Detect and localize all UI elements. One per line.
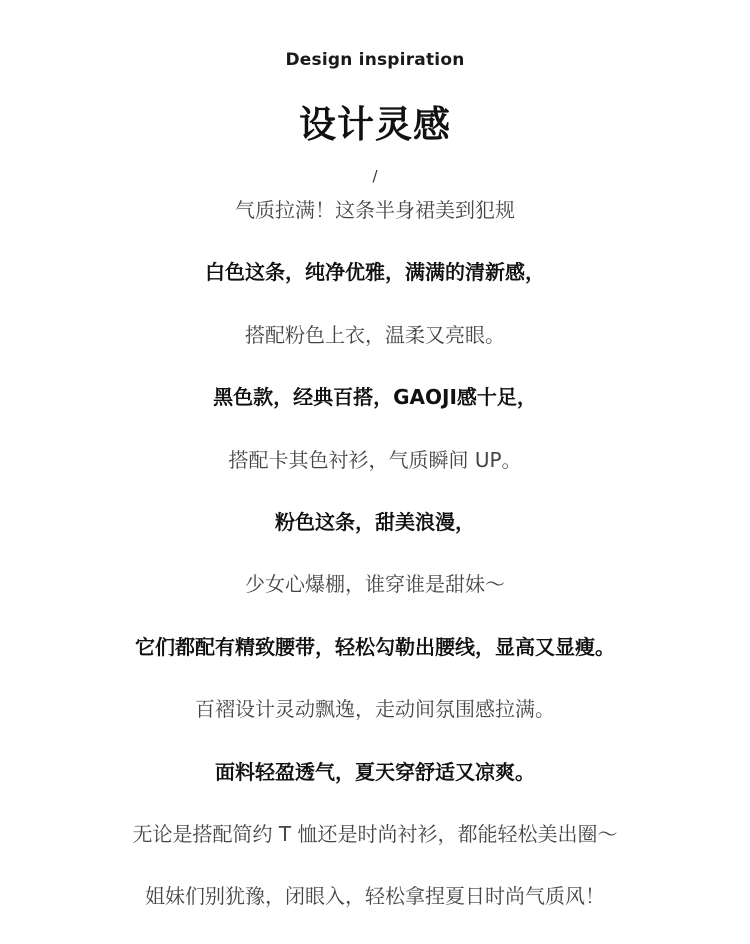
description-line: 姐妹们别犹豫，闭眼入，轻松拿捏夏日时尚气质风！ — [145, 884, 605, 909]
section-eyebrow: Design inspiration — [285, 50, 465, 70]
description-line: 白色这条，纯净优雅，满满的清新感， — [205, 260, 545, 285]
title-divider: / — [372, 167, 378, 185]
description-line: 它们都配有精致腰带，轻松勾勒出腰线，显高又显瘦。 — [135, 634, 615, 659]
description-line: 黑色款，经典百搭，GAOJI感十足， — [213, 385, 537, 410]
description-lines — [0, 195, 750, 944]
description-line: 少女心爆棚，谁穿谁是甜妹～ — [245, 572, 505, 597]
description-line: 气质拉满！这条半身裙美到犯规 — [235, 198, 515, 222]
description-line: 粉色这条，甜美浪漫， — [275, 509, 475, 534]
description-line: 搭配卡其色衬衫，气质瞬间 UP。 — [228, 447, 522, 472]
description-line: 搭配粉色上衣，温柔又亮眼。 — [245, 322, 505, 347]
description-line: 面料轻盈透气，夏天穿舒适又凉爽。 — [215, 759, 535, 784]
page-title: 设计灵感 — [299, 103, 451, 146]
description-line: 无论是搭配简约 T 恤还是时尚衬衫，都能轻松美出圈～ — [132, 821, 618, 846]
description-line: 百褶设计灵动飘逸，走动间氛围感拉满。 — [195, 697, 555, 722]
